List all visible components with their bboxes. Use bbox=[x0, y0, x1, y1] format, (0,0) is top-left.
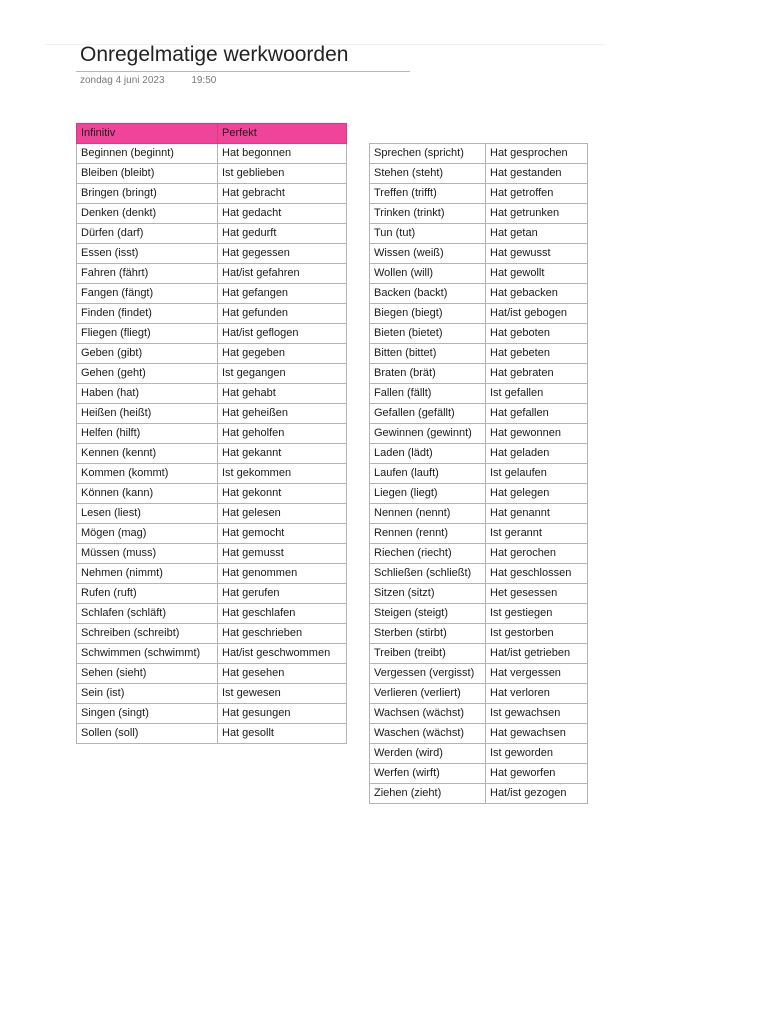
infinitive-cell[interactable]: Fangen (fängt) bbox=[77, 284, 218, 304]
table-row bbox=[77, 284, 347, 304]
infinitive-cell[interactable]: Braten (brät) bbox=[370, 364, 486, 384]
table-row bbox=[370, 244, 588, 264]
infinitive-cell[interactable]: Werden (wird) bbox=[370, 744, 486, 764]
perfect-cell[interactable]: Ist geworden bbox=[486, 744, 588, 764]
infinitive-cell[interactable]: Sterben (stirbt) bbox=[370, 624, 486, 644]
infinitive-cell[interactable]: Tun (tut) bbox=[370, 224, 486, 244]
infinitive-cell[interactable]: Fahren (fährt) bbox=[77, 264, 218, 284]
table-row bbox=[77, 704, 347, 724]
perfect-cell[interactable]: Het gesessen bbox=[486, 584, 588, 604]
table-row bbox=[77, 484, 347, 504]
verb-table-left[interactable] bbox=[76, 123, 347, 744]
infinitive-cell[interactable]: Riechen (riecht) bbox=[370, 544, 486, 564]
perfect-cell[interactable]: Ist gelaufen bbox=[486, 464, 588, 484]
perfect-cell[interactable]: Hat gedacht bbox=[218, 204, 347, 224]
perfect-cell[interactable]: Hat gestanden bbox=[486, 164, 588, 184]
infinitive-cell[interactable]: Bringen (bringt) bbox=[77, 184, 218, 204]
title-underline bbox=[76, 71, 410, 72]
perfect-cell[interactable]: Hat geschrieben bbox=[218, 624, 347, 644]
infinitive-cell[interactable]: Wollen (will) bbox=[370, 264, 486, 284]
table-row bbox=[370, 484, 588, 504]
infinitive-cell[interactable]: Vergessen (vergisst) bbox=[370, 664, 486, 684]
infinitive-cell[interactable]: Sehen (sieht) bbox=[77, 664, 218, 684]
table-row bbox=[370, 264, 588, 284]
perfect-cell[interactable]: Hat gesollt bbox=[218, 724, 347, 744]
perfect-cell[interactable]: Hat geladen bbox=[486, 444, 588, 464]
table-row bbox=[370, 744, 588, 764]
table-row bbox=[77, 584, 347, 604]
table-row bbox=[77, 244, 347, 264]
perfect-cell[interactable]: Hat begonnen bbox=[218, 144, 347, 164]
table-row bbox=[77, 324, 347, 344]
perfect-cell[interactable]: Hat gewusst bbox=[486, 244, 588, 264]
perfect-cell[interactable]: Hat getroffen bbox=[486, 184, 588, 204]
table-row bbox=[370, 704, 588, 724]
perfect-cell[interactable]: Hat gesehen bbox=[218, 664, 347, 684]
infinitive-cell[interactable]: Haben (hat) bbox=[77, 384, 218, 404]
infinitive-cell[interactable]: Backen (backt) bbox=[370, 284, 486, 304]
infinitive-cell[interactable]: Kennen (kennt) bbox=[77, 444, 218, 464]
table-row bbox=[370, 684, 588, 704]
infinitive-cell[interactable]: Heißen (heißt) bbox=[77, 404, 218, 424]
table-row bbox=[77, 664, 347, 684]
table-row bbox=[370, 624, 588, 644]
infinitive-cell[interactable]: Rufen (ruft) bbox=[77, 584, 218, 604]
infinitive-cell[interactable]: Finden (findet) bbox=[77, 304, 218, 324]
infinitive-cell[interactable]: Verlieren (verliert) bbox=[370, 684, 486, 704]
infinitive-cell[interactable]: Treffen (trifft) bbox=[370, 184, 486, 204]
perfect-cell[interactable]: Hat/ist getrieben bbox=[486, 644, 588, 664]
perfect-cell[interactable]: Hat/ist gefahren bbox=[218, 264, 347, 284]
infinitive-cell[interactable]: Mögen (mag) bbox=[77, 524, 218, 544]
table-row bbox=[77, 524, 347, 544]
infinitive-cell[interactable]: Denken (denkt) bbox=[77, 204, 218, 224]
table-row bbox=[77, 384, 347, 404]
infinitive-cell[interactable]: Bleiben (bleibt) bbox=[77, 164, 218, 184]
perfect-cell[interactable]: Hat gemocht bbox=[218, 524, 347, 544]
table-row bbox=[77, 724, 347, 744]
infinitive-cell[interactable]: Werfen (wirft) bbox=[370, 764, 486, 784]
table-row bbox=[370, 384, 588, 404]
table-row bbox=[370, 644, 588, 664]
table-row bbox=[77, 184, 347, 204]
perfect-cell[interactable]: Hat gerufen bbox=[218, 584, 347, 604]
table-row bbox=[370, 404, 588, 424]
perfect-cell[interactable]: Hat/ist gebogen bbox=[486, 304, 588, 324]
header-infinitiv[interactable]: Infinitiv bbox=[77, 124, 218, 144]
table-row bbox=[77, 144, 347, 164]
table-row bbox=[370, 584, 588, 604]
table-row bbox=[370, 764, 588, 784]
perfect-cell[interactable]: Ist gewesen bbox=[218, 684, 347, 704]
perfect-cell[interactable]: Ist gewachsen bbox=[486, 704, 588, 724]
perfect-cell[interactable]: Ist gefallen bbox=[486, 384, 588, 404]
perfect-cell[interactable]: Hat gebeten bbox=[486, 344, 588, 364]
perfect-cell[interactable]: Hat gedurft bbox=[218, 224, 347, 244]
table-row bbox=[77, 644, 347, 664]
table-row bbox=[370, 664, 588, 684]
table-row bbox=[370, 324, 588, 344]
perfect-cell[interactable]: Hat gehabt bbox=[218, 384, 347, 404]
perfect-cell[interactable]: Ist gestiegen bbox=[486, 604, 588, 624]
perfect-cell[interactable]: Hat gewollt bbox=[486, 264, 588, 284]
note-date: zondag 4 juni 2023 bbox=[80, 75, 165, 86]
infinitive-cell[interactable]: Sein (ist) bbox=[77, 684, 218, 704]
header-perfekt[interactable]: Perfekt bbox=[218, 124, 347, 144]
perfect-cell[interactable]: Hat gewachsen bbox=[486, 724, 588, 744]
table-row bbox=[370, 204, 588, 224]
infinitive-cell[interactable]: Nennen (nennt) bbox=[370, 504, 486, 524]
perfect-cell[interactable]: Ist geblieben bbox=[218, 164, 347, 184]
table-row bbox=[77, 464, 347, 484]
table-row bbox=[370, 444, 588, 464]
infinitive-cell[interactable]: Singen (singt) bbox=[77, 704, 218, 724]
infinitive-cell[interactable]: Bitten (bittet) bbox=[370, 344, 486, 364]
infinitive-cell[interactable]: Schlafen (schläft) bbox=[77, 604, 218, 624]
infinitive-cell[interactable]: Trinken (trinkt) bbox=[370, 204, 486, 224]
infinitive-cell[interactable]: Beginnen (beginnt) bbox=[77, 144, 218, 164]
infinitive-cell[interactable]: Gewinnen (gewinnt) bbox=[370, 424, 486, 444]
infinitive-cell[interactable]: Wissen (weiß) bbox=[370, 244, 486, 264]
infinitive-cell[interactable]: Sprechen (spricht) bbox=[370, 144, 486, 164]
table-row bbox=[77, 544, 347, 564]
infinitive-cell[interactable]: Gehen (geht) bbox=[77, 364, 218, 384]
infinitive-cell[interactable]: Geben (gibt) bbox=[77, 344, 218, 364]
table-row bbox=[370, 464, 588, 484]
table-row bbox=[77, 444, 347, 464]
perfect-cell[interactable]: Hat getan bbox=[486, 224, 588, 244]
infinitive-cell[interactable]: Können (kann) bbox=[77, 484, 218, 504]
infinitive-cell[interactable]: Steigen (steigt) bbox=[370, 604, 486, 624]
infinitive-cell[interactable]: Waschen (wächst) bbox=[370, 724, 486, 744]
table-row bbox=[370, 524, 588, 544]
perfect-cell[interactable]: Hat vergessen bbox=[486, 664, 588, 684]
table-row bbox=[370, 504, 588, 524]
perfect-cell[interactable]: Hat gebraten bbox=[486, 364, 588, 384]
perfect-cell[interactable]: Hat gewonnen bbox=[486, 424, 588, 444]
infinitive-cell[interactable]: Essen (isst) bbox=[77, 244, 218, 264]
perfect-cell[interactable]: Ist gerannt bbox=[486, 524, 588, 544]
table-row bbox=[77, 504, 347, 524]
perfect-cell[interactable]: Hat gesungen bbox=[218, 704, 347, 724]
table-row bbox=[77, 404, 347, 424]
perfect-cell[interactable]: Hat geschlossen bbox=[486, 564, 588, 584]
infinitive-cell[interactable]: Lesen (liest) bbox=[77, 504, 218, 524]
perfect-cell[interactable]: Hat geheißen bbox=[218, 404, 347, 424]
infinitive-cell[interactable]: Schwimmen (schwimmt) bbox=[77, 644, 218, 664]
perfect-cell[interactable]: Hat genannt bbox=[486, 504, 588, 524]
table-row bbox=[77, 164, 347, 184]
perfect-cell[interactable]: Hat/ist geschwommen bbox=[218, 644, 347, 664]
page-title[interactable]: Onregelmatige werkwoorden bbox=[80, 43, 349, 66]
table-row bbox=[370, 224, 588, 244]
perfect-cell[interactable]: Hat gefunden bbox=[218, 304, 347, 324]
perfect-cell[interactable]: Hat gerochen bbox=[486, 544, 588, 564]
perfect-cell[interactable]: Hat gemusst bbox=[218, 544, 347, 564]
infinitive-cell[interactable]: Bieten (bietet) bbox=[370, 324, 486, 344]
table-row bbox=[77, 304, 347, 324]
infinitive-cell[interactable]: Fliegen (fliegt) bbox=[77, 324, 218, 344]
perfect-cell[interactable]: Hat geholfen bbox=[218, 424, 347, 444]
perfect-cell[interactable]: Hat getrunken bbox=[486, 204, 588, 224]
table-row bbox=[77, 204, 347, 224]
infinitive-cell[interactable]: Müssen (muss) bbox=[77, 544, 218, 564]
table-row bbox=[370, 164, 588, 184]
table-row bbox=[370, 364, 588, 384]
table-row bbox=[77, 604, 347, 624]
perfect-cell[interactable]: Hat gebracht bbox=[218, 184, 347, 204]
table-row bbox=[77, 424, 347, 444]
infinitive-cell[interactable]: Sollen (soll) bbox=[77, 724, 218, 744]
infinitive-cell[interactable]: Gefallen (gefällt) bbox=[370, 404, 486, 424]
infinitive-cell[interactable]: Stehen (steht) bbox=[370, 164, 486, 184]
table-row bbox=[370, 424, 588, 444]
table-row bbox=[370, 784, 588, 804]
verb-table-right[interactable] bbox=[369, 143, 588, 804]
infinitive-cell[interactable]: Biegen (biegt) bbox=[370, 304, 486, 324]
perfect-cell[interactable]: Ist gestorben bbox=[486, 624, 588, 644]
table-row bbox=[77, 364, 347, 384]
table-row bbox=[370, 564, 588, 584]
table-row bbox=[77, 264, 347, 284]
infinitive-cell[interactable]: Nehmen (nimmt) bbox=[77, 564, 218, 584]
perfect-cell[interactable]: Hat genommen bbox=[218, 564, 347, 584]
table-row bbox=[77, 224, 347, 244]
infinitive-cell[interactable]: Laden (lädt) bbox=[370, 444, 486, 464]
perfect-cell[interactable]: Hat gefangen bbox=[218, 284, 347, 304]
table-row bbox=[370, 604, 588, 624]
perfect-cell[interactable]: Hat gelegen bbox=[486, 484, 588, 504]
perfect-cell[interactable]: Hat geboten bbox=[486, 324, 588, 344]
table-header-row bbox=[77, 124, 347, 144]
table-row bbox=[370, 284, 588, 304]
perfect-cell[interactable]: Hat geschlafen bbox=[218, 604, 347, 624]
table-row bbox=[77, 684, 347, 704]
perfect-cell[interactable]: Hat/ist geflogen bbox=[218, 324, 347, 344]
perfect-cell[interactable]: Hat gekonnt bbox=[218, 484, 347, 504]
infinitive-cell[interactable]: Liegen (liegt) bbox=[370, 484, 486, 504]
table-row bbox=[370, 344, 588, 364]
perfect-cell[interactable]: Hat/ist gezogen bbox=[486, 784, 588, 804]
table-row bbox=[370, 144, 588, 164]
perfect-cell[interactable]: Hat geworfen bbox=[486, 764, 588, 784]
table-row bbox=[77, 564, 347, 584]
infinitive-cell[interactable]: Fallen (fällt) bbox=[370, 384, 486, 404]
perfect-cell[interactable]: Hat gegeben bbox=[218, 344, 347, 364]
perfect-cell[interactable]: Ist gekommen bbox=[218, 464, 347, 484]
infinitive-cell[interactable]: Helfen (hilft) bbox=[77, 424, 218, 444]
infinitive-cell[interactable]: Schließen (schließt) bbox=[370, 564, 486, 584]
perfect-cell[interactable]: Hat gekannt bbox=[218, 444, 347, 464]
infinitive-cell[interactable]: Treiben (treibt) bbox=[370, 644, 486, 664]
infinitive-cell[interactable]: Dürfen (darf) bbox=[77, 224, 218, 244]
table-row bbox=[370, 184, 588, 204]
infinitive-cell[interactable]: Wachsen (wächst) bbox=[370, 704, 486, 724]
infinitive-cell[interactable]: Ziehen (zieht) bbox=[370, 784, 486, 804]
infinitive-cell[interactable]: Rennen (rennt) bbox=[370, 524, 486, 544]
perfect-cell[interactable]: Hat gelesen bbox=[218, 504, 347, 524]
infinitive-cell[interactable]: Laufen (lauft) bbox=[370, 464, 486, 484]
note-time: 19:50 bbox=[191, 75, 217, 86]
perfect-cell[interactable]: Hat gefallen bbox=[486, 404, 588, 424]
table-row bbox=[370, 304, 588, 324]
table-row bbox=[370, 544, 588, 564]
infinitive-cell[interactable]: Sitzen (sitzt) bbox=[370, 584, 486, 604]
infinitive-cell[interactable]: Kommen (kommt) bbox=[77, 464, 218, 484]
perfect-cell[interactable]: Hat verloren bbox=[486, 684, 588, 704]
perfect-cell[interactable]: Hat gegessen bbox=[218, 244, 347, 264]
perfect-cell[interactable]: Hat gesprochen bbox=[486, 144, 588, 164]
table-row bbox=[77, 624, 347, 644]
note-meta bbox=[80, 75, 216, 86]
perfect-cell[interactable]: Ist gegangen bbox=[218, 364, 347, 384]
perfect-cell[interactable]: Hat gebacken bbox=[486, 284, 588, 304]
infinitive-cell[interactable]: Schreiben (schreibt) bbox=[77, 624, 218, 644]
table-row bbox=[370, 724, 588, 744]
table-row bbox=[77, 344, 347, 364]
